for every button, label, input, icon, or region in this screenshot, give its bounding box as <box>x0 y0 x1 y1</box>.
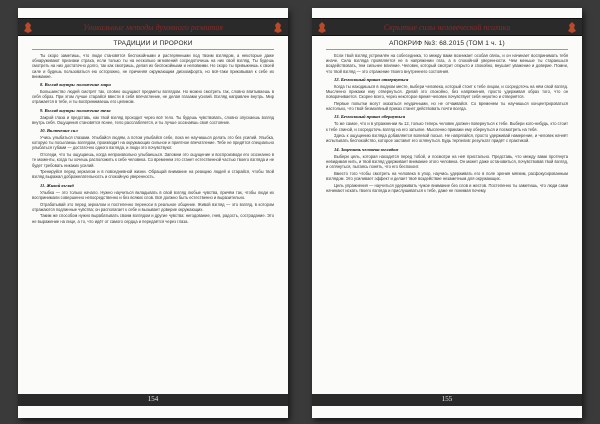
paragraph: Отрабатывай это перед зеркалом и постепенно переноси в реальное общение. Живой взгляд — это взгляд, в котором отражаются подлинные чувства; он располагает к себе и вызывает доверие окружающих. <box>32 201 274 212</box>
exercise-heading: 13. Безмолвный приказ обернуться <box>334 114 406 120</box>
page-body <box>32 53 274 390</box>
section-title: АПОКРИФ №3: 68.2015 (ТОМ 1 ч. 1) <box>389 40 505 47</box>
paragraph: Первые попытки могут оказаться неудачными, но не отчаивайся. Со временем ты научишься концентрироваться настолько, что твой безмолвный приказ станет действовать почти всегда. <box>326 100 568 112</box>
exercise-heading: 9. Взгляд внутрь: положение тела <box>40 107 111 113</box>
ornament-icon <box>273 22 283 33</box>
paragraph: Цель упражнения — научиться удерживать чужое внимание без слов и жестов. Постепенно ты заметишь, что люди сами начинают искать твоего взгляда и прислушиваться к тебе, даже не понимая почему. <box>326 182 568 193</box>
left-header-band <box>18 18 288 36</box>
page-number: 154 <box>147 395 159 403</box>
exercise-heading: 14. Зацепить человека взглядом <box>334 146 399 152</box>
ornament-icon <box>567 22 577 33</box>
paragraph: То же самое, что и в упражнении № 12, только теперь человек должен повернуться к тебе. Выбери кого-нибудь, кто стоит к тебе спиной, и сосредоточь взгляд на его затылке. Мысленно прикажи ему обернуться и посмотреть на тебя. <box>326 121 568 132</box>
paragraph: Ты скоро заметишь, что люди становятся беспокойными и растерянными под твоим взглядом, а некоторые даже обнаруживают признаки страха, если только ты на несколько мгновений сосредоточишь на них свой взгляд. Ты будешь смотреть на них достаточно долго, так как смотришь, делая их беспокойными и неловкими. Но скоро ты привыкнешь к своей силе и будешь пользоваться ею осторожно, не причиняя окружающим дискомфорта, но всё-таки приковывая к себе их внимание. <box>32 53 274 79</box>
ornament-icon <box>23 22 33 33</box>
paragraph: Тренируйся перед зеркалом и в повседневной жизни. Обращай внимание на реакцию людей и старайся, чтобы твой взгляд выражал доброжелательность и спокойную уверенность. <box>32 169 274 180</box>
exercise-heading: 12. Безмолвный приказ отвернуться <box>334 76 409 82</box>
exercise-heading: 8. Взгляд внутрь: положение мира <box>40 82 111 88</box>
exercise-heading: 10. Включение сил <box>40 128 78 134</box>
paragraph: Когда ты находишься в людном месте, выбери человека, который стоит к тебе лицом, и сосредоточь на нём свой взгляд. Мысленно прикажи ему отвернуться. Делай это спокойно, без напряжения, просто удерживая образ того, что он поворачивается. Скорее всего, через некоторое время человек почувствует себя неуютно и отвернётся. <box>326 83 568 100</box>
ornament-icon <box>317 22 327 33</box>
paragraph: Улыбка — это только начало. Нужно научиться вкладывать в свой взгляд любые чувства, причём так, чтобы люди их воспринимали совершенно непосредственно и без всяких слов. Всё должно быть естественно и выразительно. <box>32 189 274 200</box>
paragraph: Большинство людей смотрят так, словно ощущают предметы взглядом. Но можно смотреть так, словно впитываешь в себя образ. При этом лучше старайся ввести в себя впечатление, не делая глазами усилий. Взгляд направлен внутрь. Мир отражается в тебе, и ты воспринимаешь его целиком. <box>32 89 274 105</box>
left-page <box>18 8 288 418</box>
page-footer <box>312 394 582 406</box>
section-title: ТРАДИЦИИ И ПРОРОКИ <box>113 40 193 47</box>
divider <box>326 49 568 50</box>
series-title: Уникальные методы духовного развития <box>83 23 223 32</box>
page-body <box>326 53 568 390</box>
page-number: 155 <box>441 395 453 403</box>
divider <box>32 49 274 50</box>
paragraph: Если твой взгляд устремлён на собеседника, то между вами возникает особая связь, и он начинает воспринимать тебя иначе. Сила взгляда проявляется не в напряжении глаз, а в спокойной уверенности. Чем меньше ты стараешься воздействовать, тем сильнее влияние. Человек, который смотрит открыто и спокойно, внушает уважение и доверие. Помни, что твой взгляд — это отражение твоего внутреннего состояния. <box>326 53 568 74</box>
exercise-heading: 11. Живой взгляд <box>40 182 74 188</box>
paragraph: Учись улыбаться глазами. Улыбайся людям, а потом улыбайся себе, пока не научишься делать это без усилий. Улыбка, которую ты посылаешь взглядом, производит на окружающих сильное и приятное впечатление. Тебе не придётся специально улыбаться губами — достаточно одного взгляда, и люди это почувствуют. <box>32 135 274 151</box>
page-footer <box>18 394 288 406</box>
paragraph: Таким же способом нужно вырабатывать своим взглядом и другие чувства: негодование, гнев, радость, сострадание. Это не выражение на лице, а то, что идёт от самого сердца и передаётся через глаза. <box>32 213 274 224</box>
paragraph: Вместо того чтобы смотреть на человека в упор, научись удерживать его в поле зрения мягким, расфокусированным взглядом. Это усиливает эффект и делает твоё воздействие незаметным для окружающих. <box>326 170 568 181</box>
paragraph: Закрой глаза и представь, как твой взгляд проходит через всё тело. Ты будешь чувствовать, словно опускаешь взгляд внутрь себя. Ощущения становятся яснее, тело расслабляется, и ты лучше осознаёшь своё состояние. <box>32 114 274 125</box>
right-page <box>312 8 582 418</box>
paragraph: Выбери цель, которая находится перед тобой, и посмотри на неё пристально. Представь, что между вами протянута невидимая нить, и твой взгляд удерживает внимание этого человека. Он может даже остановиться, почувствовав твой взгляд, и оглянуться, пытаясь понять, что его беспокоит. <box>326 153 568 170</box>
series-title: Скрытые силы человеческой психики <box>383 23 511 32</box>
right-header-band <box>312 18 582 36</box>
paragraph: Здесь к ощущению взгляда добавляется волевой посыл. Не напрягайся, просто удерживай намерение, и человек начнёт испытывать беспокойство, которое заставит его оглянуться. Будь терпелив: результат придёт с практикой. <box>326 133 568 144</box>
paragraph: Отследи, что ты ощущаешь, когда непроизвольно улыбаешься. Запомни это ощущение и воспроизводи его осознанно в те моменты, когда ты хочешь расположить к себе человека. Со временем это станет естественной частью твоего взгляда и не будет требовать никаких усилий. <box>32 152 274 168</box>
